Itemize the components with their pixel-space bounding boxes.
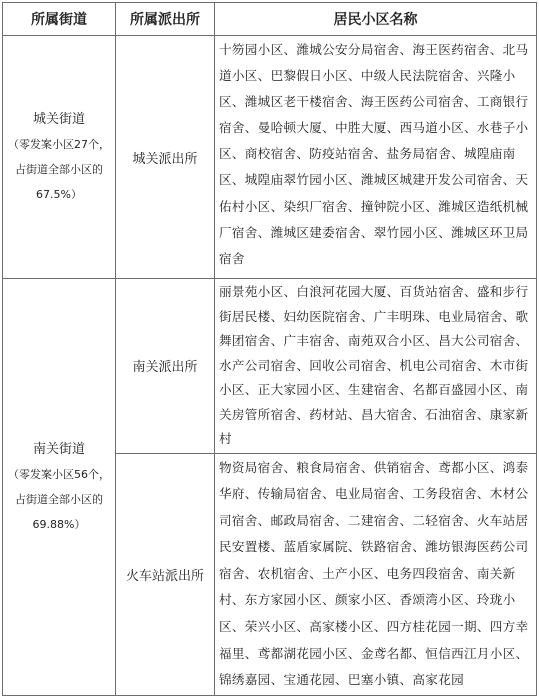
station-header: 所属派出所	[116, 3, 215, 36]
names-cell-huochezhan: 物资局宿舍、粮食局宿舍、供销宿舍、鸢都小区、鸿泰华府、传输局宿舍、电业局宿舍、工务段宿舍、木材公司宿舍、邮政局宿舍、二建宿舍、二轻宿舍、火车站居民安置楼、蓝盾家属院、铁路宿舍、潍坊银海医药公司宿舍、农机宿舍、土产小区、电务四段宿舍、南关新村、东方家园小区、颜家小区、香颂湾小区、玲珑小区、荣兴小区、高家楼小区、四方桂花园一期、四方幸福里、鸢都湖花园小区、金鸢名都、恒信西江月小区、锦绣嘉园、宝通花园、巴塞小镇、高家花园	[215, 453, 537, 695]
header-row	[3, 3, 537, 36]
street-note: （零发案小区56个，占街道全部小区的69.88%）	[8, 467, 110, 531]
station-cell-chengguan: 城关派出所	[116, 36, 215, 279]
street-name: 城关街道	[32, 112, 85, 127]
station-cell-nanguan: 南关派出所	[116, 279, 215, 454]
table-row	[3, 279, 537, 454]
community-table	[2, 2, 537, 696]
street-name: 南关街道	[32, 441, 85, 457]
names-cell-chengguan: 十笏园小区、潍城公安分局宿舍、海王医药宿舍、北马道小区、巴黎假日小区、中级人民法院宿舍、兴隆小区、潍城区老干楼宿舍、海王医药公司宿舍、工商银行宿舍、曼哈顿大厦、中胜大厦、西马道小区、水巷子小区、商校宿舍、防疫站宿舍、盐务局宿舍、城隍庙南区、城隍庙翠竹园小区、潍城区城建开发公司宿舍、天佑村小区、染织厂宿舍、撞钟院小区、潍城区造纸机械厂宿舍、潍城区建委宿舍、翠竹园小区、潍城区环卫局宿舍	[215, 36, 537, 279]
names-header: 居民小区名称	[215, 3, 537, 36]
table-row	[3, 36, 537, 279]
street-note: （零发案小区27个，占街道全部小区的67.5%）	[8, 138, 110, 201]
street-cell-chengguan	[3, 36, 116, 279]
street-header: 所属街道	[3, 3, 116, 36]
station-cell-huochezhan: 火车站派出所	[116, 453, 215, 695]
names-cell-nanguan: 丽景苑小区、白浪河花园大厦、百货站宿舍、盛和步行街居民楼、妇幼医院宿舍、广丰明珠、电业局宿舍、歌舞团宿舍、广丰宿舍、南苑双合小区、昌大公司宿舍、水产公司宿舍、回收公司宿舍、机电公司宿舍、木市街小区、正大家园小区、生建宿舍、名都百盛园小区、南关房管所宿舍、药材站、昌大宿舍、石油宿舍、康家新村	[215, 279, 537, 454]
street-cell-nanguan	[3, 279, 116, 696]
